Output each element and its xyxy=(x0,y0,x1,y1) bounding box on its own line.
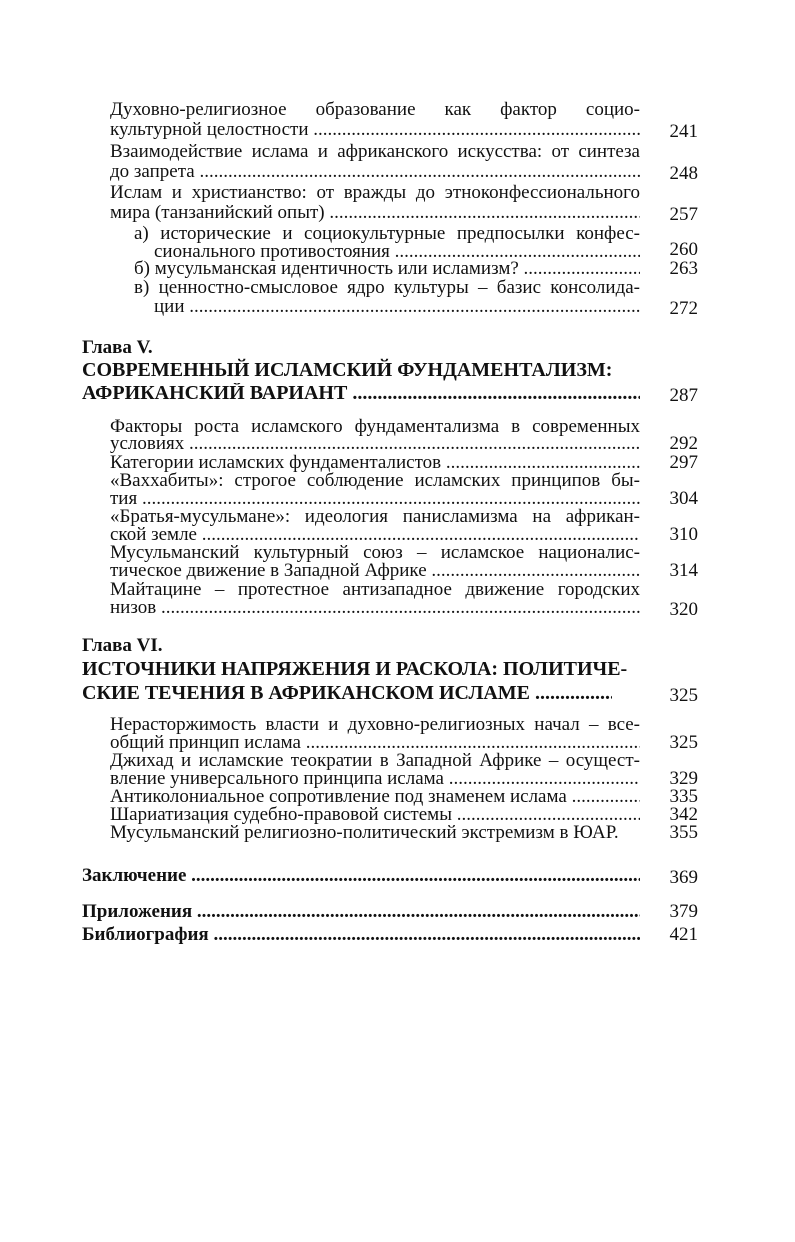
page-number: 260 xyxy=(669,239,698,260)
page-number: 325 xyxy=(669,685,698,706)
section-title: Заключение ..... xyxy=(82,866,640,886)
page-number: 325 xyxy=(669,732,698,753)
toc-entry-text: Шариатизация судебно-правовой системы ..... xyxy=(110,805,640,825)
chapter-title: ИСТОЧНИКИ НАПРЯЖЕНИЯ И РАСКОЛА: ПОЛИТИЧЕ- xyxy=(82,658,628,680)
page-number: 257 xyxy=(669,204,698,225)
toc-entry-text: б) мусульманская идентичность или исламизм? ..... xyxy=(134,259,640,279)
chapter-title: АФРИКАНСКИЙ ВАРИАНТ ..... xyxy=(82,383,640,403)
page-number: 310 xyxy=(669,524,698,545)
toc-entry-text: «Братья-мусульмане»: идеология панисламизма на африкан- xyxy=(110,506,640,527)
toc-entry-text: а) исторические и социокультурные предпосылки конфес- xyxy=(134,223,640,244)
page-number: 248 xyxy=(669,163,698,184)
toc-entry-text: вление универсального принципа ислама ..... xyxy=(110,769,640,789)
page-number: 272 xyxy=(669,298,698,319)
page-number: 320 xyxy=(669,599,698,620)
toc-entry-text: мира (танзанийский опыт) ..... xyxy=(110,203,640,223)
chapter-title: СОВРЕМЕННЫЙ ИСЛАМСКИЙ ФУНДАМЕНТАЛИЗМ: xyxy=(82,359,613,381)
page-number: 304 xyxy=(669,488,698,509)
page-number: 314 xyxy=(669,560,698,581)
toc-entry-text: Мусульманский культурный союз – исламское националис- xyxy=(110,542,640,563)
page-number: 263 xyxy=(669,258,698,279)
toc-entry-text: условиях ..... xyxy=(110,434,640,454)
toc-entry-text: Джихад и исламские теократии в Западной Африке – осущест- xyxy=(110,750,640,771)
toc-entry-text: общий принцип ислама ..... xyxy=(110,733,640,753)
section-title: Приложения ..... xyxy=(82,902,640,922)
page-number: 421 xyxy=(669,924,698,945)
chapter-label: Глава VI. xyxy=(82,635,163,656)
toc-entry-text: ции ..... xyxy=(154,297,640,317)
page-number: 292 xyxy=(669,433,698,454)
toc-entry-text: Факторы роста исламского фундаментализма в современных xyxy=(110,416,640,437)
toc-entry-text: сионального противостояния ..... xyxy=(154,242,640,262)
toc-entry-text: Духовно-религиозное образование как фактор социо- xyxy=(110,99,640,120)
chapter-title: СКИЕ ТЕЧЕНИЯ В АФРИКАНСКОМ ИСЛАМЕ ..... xyxy=(82,683,612,703)
page-number: 342 xyxy=(669,804,698,825)
toc-entry-text: Мусульманский религиозно-политический экстремизм в ЮАР. xyxy=(110,822,619,843)
page-number: 355 xyxy=(669,822,698,843)
toc-entry-text: Категории исламских фундаменталистов ..... xyxy=(110,453,640,473)
toc-entry-text: тическое движение в Западной Африке ..... xyxy=(110,561,640,581)
chapter-label: Глава V. xyxy=(82,337,153,358)
section-title: Библиография ..... xyxy=(82,925,640,945)
toc-entry-text: Нерасторжимость власти и духовно-религиозных начал – все- xyxy=(110,714,640,735)
toc-entry-text: культурной целостности ..... xyxy=(110,120,640,140)
page-number: 369 xyxy=(669,867,698,888)
page-number: 379 xyxy=(669,901,698,922)
page-number: 241 xyxy=(669,121,698,142)
page-number: 297 xyxy=(669,452,698,473)
page-number: 335 xyxy=(669,786,698,807)
toc-entry-text: ской земле ..... xyxy=(110,525,640,545)
toc-entry-text: тия ..... xyxy=(110,489,640,509)
toc-entry-text: в) ценностно-смысловое ядро культуры – базис консолида- xyxy=(134,277,640,298)
page-number: 287 xyxy=(669,385,698,406)
toc-entry-text: «Ваххабиты»: строгое соблюдение исламских принципов бы- xyxy=(110,470,640,491)
toc-entry-text: Ислам и христианство: от вражды до этноконфессионального xyxy=(110,182,640,203)
toc-entry-text: Взаимодействие ислама и африканского искусства: от синтеза xyxy=(110,141,640,162)
page-number: 329 xyxy=(669,768,698,789)
toc-entry-text: Майтацине – протестное антизападное движение городских xyxy=(110,579,640,600)
toc-entry-text: Антиколониальное сопротивление под знаменем ислама ..... xyxy=(110,787,640,807)
toc-entry-text: низов ..... xyxy=(110,598,640,618)
toc-entry-text: до запрета ..... xyxy=(110,162,640,182)
